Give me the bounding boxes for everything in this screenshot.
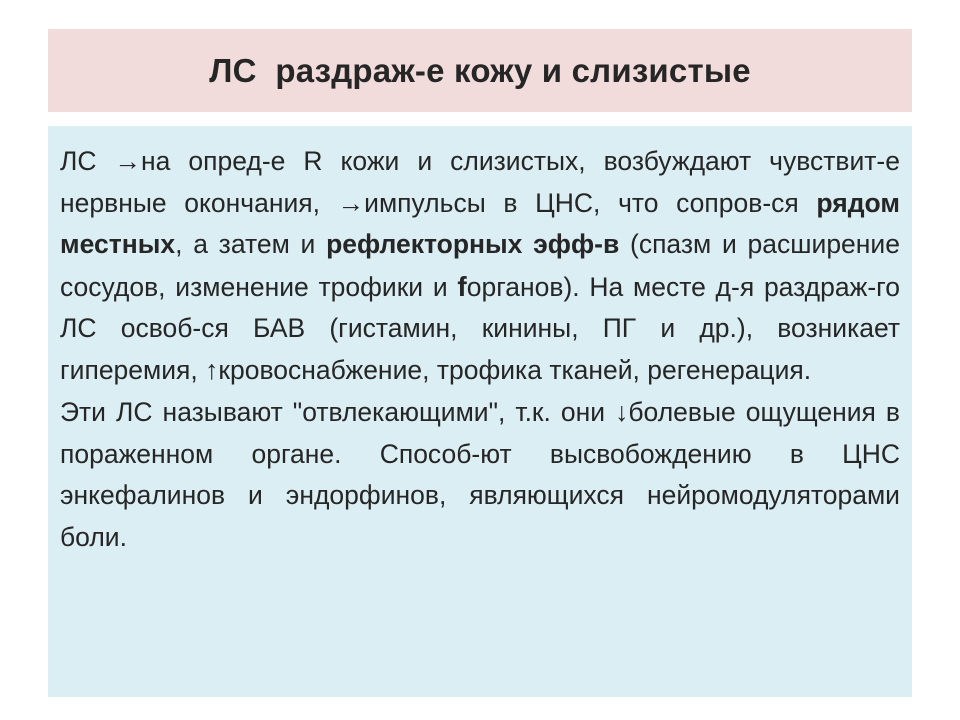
- paragraph-1-text-3: (спазм и расширение сосудов, изменение трофики и: [60, 229, 900, 302]
- paragraph-1-bold-1: рядом местных: [60, 187, 900, 259]
- paragraph-1-text-2: , а затем и: [175, 229, 327, 259]
- paragraph-2: Эти ЛС называют "отвлекающими", т.к. они ↓болевые ощущения в пораженном органе. Способ-ют высвобождению в ЦНС энкефалинов и эндорфинов, являющихся нейромодуляторами боли.: [60, 397, 900, 552]
- paragraph-1-text-4: органов). На месте д-я раздраж-го ЛС освоб-ся БАВ (гистамин, кинины, ПГ и др.), возникает гиперемия, ↑кровоснабжение, трофика тканей, регенерация.: [60, 271, 900, 385]
- paragraph-1-bold-2: рефлекторных эфф-в: [326, 229, 620, 259]
- slide-title: ЛС раздраж-е кожу и слизистые: [209, 51, 751, 89]
- paragraph-1: [60, 141, 900, 391]
- paragraph-1-text-1: ЛС →на опред-е R кожи и слизистых, возбуждают чувствит-е нервные окончания, →импульсы в ЦНС, что сопров-ся: [60, 146, 900, 218]
- function-symbol: f: [457, 270, 467, 302]
- content-text: [60, 141, 900, 558]
- title-bar: [48, 29, 912, 112]
- content-box: [48, 126, 912, 697]
